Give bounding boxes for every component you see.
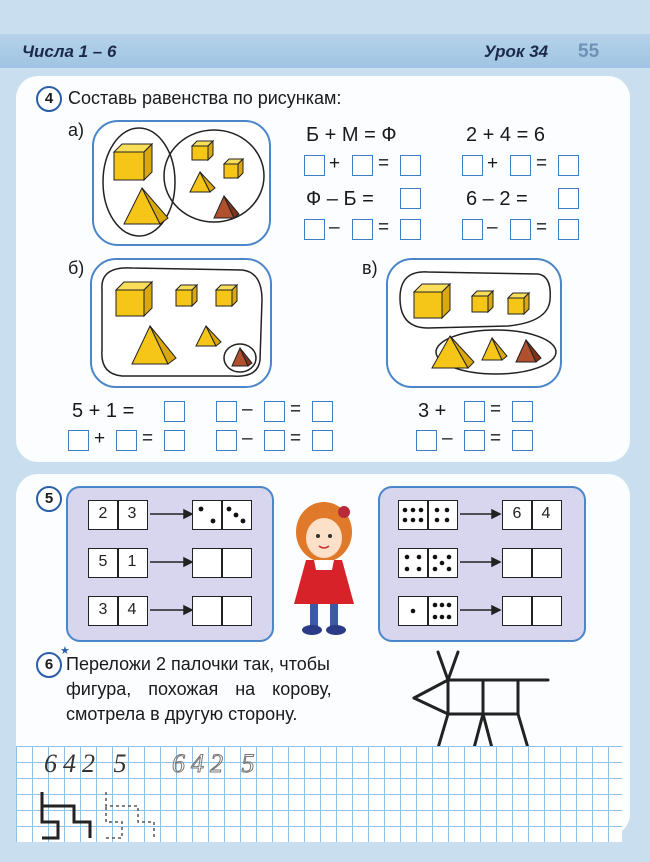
task-6-line-1: Переложи 2 палочки так, чтобы <box>66 654 330 674</box>
task-6-number: 6 <box>36 652 62 678</box>
answer-box[interactable] <box>512 430 533 451</box>
cow-stick-figure <box>408 648 558 758</box>
dots-icon <box>399 501 457 529</box>
shapes-b-illustration <box>92 260 270 386</box>
plus-sign: + <box>329 153 341 174</box>
answer-box[interactable] <box>312 401 333 422</box>
answer-box[interactable] <box>462 155 483 176</box>
cube-small-icon <box>176 285 197 306</box>
dots-icon <box>193 501 251 529</box>
lesson-title: Урок 34 <box>484 42 549 61</box>
answer-box[interactable] <box>462 219 483 240</box>
answer-box[interactable] <box>510 155 531 176</box>
equation-a1: Б + М = Ф <box>306 124 397 146</box>
answer-box[interactable] <box>68 430 89 451</box>
pyramid-large-icon <box>124 188 168 224</box>
domino-empty[interactable] <box>192 548 252 578</box>
equation-v1: 3 + <box>418 400 447 422</box>
equation-a3: Ф – Б = <box>306 188 374 210</box>
answer-box[interactable] <box>558 188 579 209</box>
answer-box[interactable] <box>400 155 421 176</box>
label-v: в) <box>362 258 378 278</box>
answer-box[interactable] <box>400 188 421 209</box>
domino-number: 3 4 <box>88 596 148 626</box>
cube-large-icon <box>116 282 152 316</box>
equals-sign: = <box>536 153 548 174</box>
shapes-a-illustration <box>94 122 269 244</box>
answer-box[interactable] <box>464 430 485 451</box>
cube-small-icon <box>508 293 529 314</box>
equation-a2: 2 + 4 = 6 <box>466 124 545 146</box>
pattern-sample <box>40 790 170 840</box>
dots-icon <box>399 549 457 577</box>
minus-sign: – <box>487 217 498 238</box>
picture-b <box>90 258 272 388</box>
section-title: Числа 1 – 6 <box>22 42 117 61</box>
domino-dots <box>398 548 458 578</box>
answer-box[interactable] <box>352 155 373 176</box>
cube-small-icon <box>192 141 213 160</box>
answer-box[interactable] <box>558 155 579 176</box>
pyramid-brown-icon <box>214 196 239 218</box>
domino-number: 5 1 <box>88 548 148 578</box>
equals-sign: = <box>536 217 548 238</box>
minus-sign: – <box>242 428 253 449</box>
cube-large-icon <box>414 284 450 318</box>
equals-sign: = <box>490 428 502 449</box>
label-a: а) <box>68 120 85 140</box>
equals-sign: = <box>290 428 302 449</box>
answer-box[interactable] <box>116 430 137 451</box>
answer-box[interactable] <box>558 219 579 240</box>
answer-box[interactable] <box>264 430 285 451</box>
domino-number: 6 4 <box>502 500 562 530</box>
task-5-number: 5 <box>36 486 62 512</box>
domino-dots <box>398 500 458 530</box>
answer-box[interactable] <box>216 430 237 451</box>
answer-box[interactable] <box>464 401 485 422</box>
task-4-number: 4 <box>36 86 62 112</box>
task-6-line-2: фигура, похожая на корову, <box>66 679 332 699</box>
answer-box[interactable] <box>304 155 325 176</box>
answer-box[interactable] <box>352 219 373 240</box>
cube-small-icon <box>216 285 237 306</box>
answer-box[interactable] <box>164 401 185 422</box>
answer-box[interactable] <box>312 430 333 451</box>
cube-small-icon <box>224 159 243 178</box>
pyramid-large-icon <box>132 326 176 364</box>
picture-a <box>92 120 271 246</box>
picture-v <box>386 258 562 388</box>
plus-sign: + <box>94 428 106 449</box>
dots-icon <box>399 597 457 625</box>
answer-box[interactable] <box>510 219 531 240</box>
trace-digits: 642 5 <box>172 749 261 778</box>
equals-sign: = <box>290 399 302 420</box>
answer-box[interactable] <box>400 219 421 240</box>
equation-a4: 6 – 2 = <box>466 188 528 210</box>
minus-sign: – <box>242 399 253 420</box>
star-icon: ★ <box>60 645 70 657</box>
domino-dots <box>398 596 458 626</box>
answer-box[interactable] <box>512 401 533 422</box>
pyramid-brown-icon <box>232 348 252 366</box>
domino-number: 2 3 <box>88 500 148 530</box>
task-6-line-3: смотрела в другую сторону. <box>66 704 298 724</box>
answer-box[interactable] <box>164 430 185 451</box>
cube-small-icon <box>472 291 493 312</box>
domino-dots <box>192 500 252 530</box>
equals-sign: = <box>378 153 390 174</box>
pyramid-small-icon <box>190 172 215 192</box>
answer-box[interactable] <box>216 401 237 422</box>
minus-sign: – <box>329 217 340 238</box>
label-b: б) <box>68 258 85 278</box>
page-header <box>0 34 650 68</box>
cube-large-icon <box>114 144 152 180</box>
equation-b1: 5 + 1 = <box>72 400 135 422</box>
pyramid-brown-icon <box>516 340 541 362</box>
shapes-v-illustration <box>388 260 560 386</box>
pyramid-small-icon <box>196 326 221 346</box>
answer-box[interactable] <box>416 430 437 451</box>
answer-box[interactable] <box>264 401 285 422</box>
sample-digits: 642 5 <box>44 749 133 778</box>
pyramid-large-icon <box>432 336 474 368</box>
task-4-title: Составь равенства по рисункам: <box>68 88 342 108</box>
girl-illustration <box>284 494 364 644</box>
domino-empty[interactable] <box>192 596 252 626</box>
page-number: 55 <box>578 41 600 62</box>
domino-empty[interactable] <box>502 596 562 626</box>
equals-sign: = <box>142 428 154 449</box>
pyramid-small-icon <box>482 338 507 360</box>
plus-sign: + <box>487 153 499 174</box>
answer-box[interactable] <box>304 219 325 240</box>
domino-empty[interactable] <box>502 548 562 578</box>
equals-sign: = <box>490 399 502 420</box>
minus-sign: – <box>442 428 453 449</box>
equals-sign: = <box>378 217 390 238</box>
